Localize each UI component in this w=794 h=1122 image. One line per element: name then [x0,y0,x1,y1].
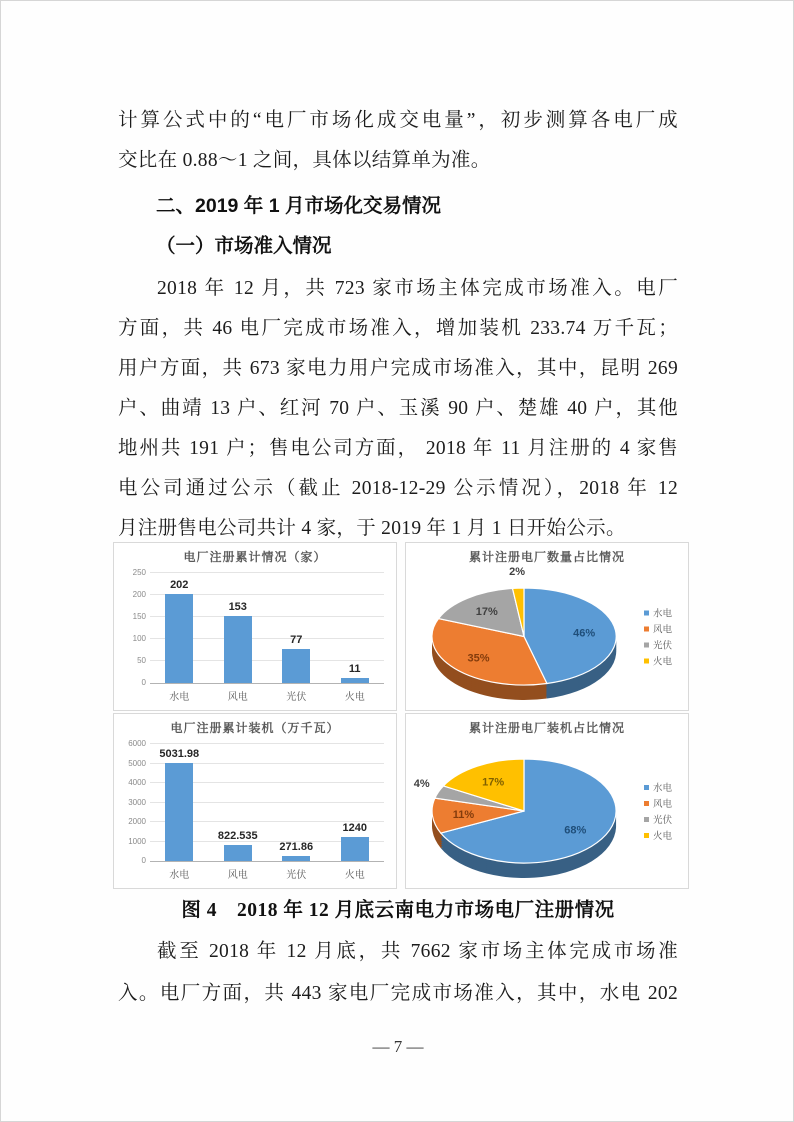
x-axis-category-label: 火电 [344,870,365,881]
bar-value-label: 5031.98 [159,747,200,760]
y-axis-tick-label: 50 [137,656,146,665]
legend-label: 水电 [653,608,673,620]
x-axis-category-label: 水电 [169,870,190,881]
y-axis-tick-label: 1000 [128,836,146,846]
legend-marker-光伏 [644,643,649,648]
y-axis-tick-label: 250 [132,568,146,577]
pie-data-label: 68% [564,824,587,837]
y-axis-tick-label: 5000 [128,758,146,768]
pie-data-label: 4% [413,778,430,791]
legend-label: 风电 [653,799,673,810]
pie-chart-plant-capacity-share [405,713,689,889]
bar-plot-area [132,568,384,703]
y-axis-tick-label: 2000 [128,817,146,827]
paragraph-settlement [118,101,678,181]
paragraph-line: 电公司通过公示（截止 2018-12-29 公示情况），2018 年 12 [118,478,678,499]
pie-data-label: 17% [475,606,498,619]
chart-title: 电厂注册累计情况（家） [183,550,327,564]
legend-marker-光伏 [644,817,649,822]
legend-label: 风电 [653,624,673,636]
legend-label: 水电 [653,783,673,794]
figure-caption: 图 4 2018 年 12 月底云南电力市场电厂注册情况 [181,900,615,921]
bar-value-label: 77 [290,634,303,647]
section-heading-level2: （一）市场准入情况 [156,235,332,257]
bar-value-label: 153 [228,600,247,613]
bar-光伏 [282,856,310,861]
bar-plot-area [128,739,384,881]
legend-label: 光伏 [653,815,673,826]
bar-value-label: 1240 [342,821,367,834]
legend-marker-火电 [644,659,649,664]
legend-marker-风电 [644,627,649,632]
paragraph-line: 用户方面，共 673 家电力用户完成市场准入，其中，昆明 269 [118,358,678,379]
legend-label: 火电 [653,656,673,668]
page-number: — 7 — [372,1037,424,1056]
x-axis-category-label: 光伏 [286,692,307,703]
legend-marker-水电 [644,785,649,790]
paragraph-line: 2018 年 12 月，共 723 家市场主体完成市场准入。电厂 [157,278,678,299]
bar-value-label: 202 [170,579,189,592]
pie-plot-area [406,738,688,888]
bar-value-label: 822.535 [217,829,258,842]
legend-label: 火电 [653,831,673,842]
legend-marker-风电 [644,801,649,806]
x-axis-category-label: 风电 [227,870,248,881]
y-axis-tick-label: 100 [132,634,146,643]
bar-chart-plant-registered-capacity [113,713,397,889]
paragraph-line: 方面，共 46 电厂完成市场准入，增加装机 233.74 万千瓦； [118,318,678,339]
chart-title: 累计注册电厂装机占比情况 [468,721,625,735]
bar-火电 [341,837,369,861]
legend-marker-火电 [644,833,649,838]
paragraph-market-access [118,269,678,549]
bar-value-label: 11 [348,663,361,676]
chart-title: 电厂注册累计装机（万千瓦） [170,721,340,735]
bar-水电 [165,763,193,861]
paragraph-line: 交比在 0.88～1 之间，具体以结算单为准。 [118,150,491,171]
paragraph-line: 月注册售电公司共计 4 家，于 2019 年 1 月 1 日开始公示。 [118,518,626,539]
paragraph-line: 入。电厂方面，共 443 家电厂完成市场准入，其中，水电 202 [118,983,678,1004]
pie-chart-plant-count-share [405,542,689,711]
bar-光伏 [282,649,310,683]
x-axis-category-label: 水电 [169,692,190,703]
pie-data-label: 2% [509,567,526,579]
x-axis-category-label: 火电 [344,692,365,703]
paragraph-line: 地州共 191 户；售电公司方面， 2018 年 11 月注册的 4 家售 [118,438,678,459]
paragraph-summary [118,931,678,1015]
y-axis-tick-label: 4000 [128,778,146,788]
pie-data-label: 46% [573,627,596,640]
x-axis-category-label: 风电 [227,692,248,703]
x-axis-category-label: 光伏 [286,870,307,881]
figure-4-charts [113,542,689,889]
y-axis-tick-label: 0 [141,856,146,865]
pie-data-label: 35% [467,652,490,665]
y-axis-tick-label: 0 [141,678,146,687]
pie-data-label: 17% [482,776,505,789]
bar-水电 [165,594,193,683]
pie-data-label: 11% [452,809,475,822]
pie-plot-area [406,567,688,710]
legend-marker-水电 [644,611,649,616]
bar-chart-plant-registration-count [113,542,397,711]
bar-火电 [341,678,369,683]
paragraph-line: 计算公式中的“电厂市场化成交电量”，初步测算各电厂成 [118,110,678,131]
y-axis-tick-label: 6000 [128,739,146,748]
bar-风电 [224,616,252,683]
chart-title: 累计注册电厂数量占比情况 [468,550,625,564]
gridline [150,572,384,573]
bar-风电 [224,845,252,861]
bar-value-label: 271.86 [279,840,314,853]
gridline [150,743,384,744]
paragraph-line: 户、曲靖 13 户、红河 70 户、玉溪 90 户、楚雄 40 户，其他 [118,398,678,419]
y-axis-tick-label: 3000 [128,797,146,807]
y-axis-tick-label: 150 [132,612,146,621]
paragraph-line: 截至 2018 年 12 月底，共 7662 家市场主体完成市场准 [157,941,678,962]
y-axis-tick-label: 200 [132,590,146,599]
section-heading-level1: 二、2019 年 1 月市场化交易情况 [156,195,441,217]
legend-label: 光伏 [653,640,673,652]
